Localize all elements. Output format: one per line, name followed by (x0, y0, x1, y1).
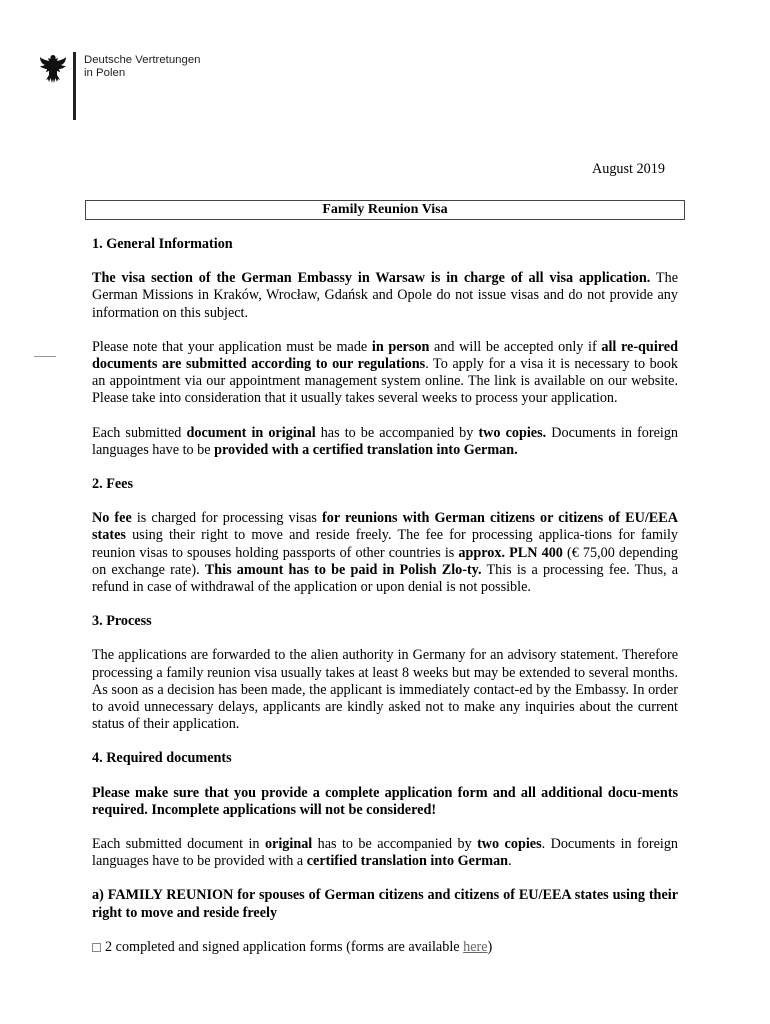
section-heading-fees: 2. Fees (92, 476, 133, 493)
section-heading-process: 3. Process (92, 613, 152, 630)
document-title: Family Reunion Visa (85, 200, 685, 220)
federal-eagle-icon (39, 53, 67, 85)
paragraph-fees: No fee is charged for processing visas for reunions with German citizens or citizens of EU/EEA states using their right to move and reside freely. The fee for processing applica-tions for family reunion visas to spouses holding passports of other countries is approx. PLN 400 (€ 75,00 depending on exchange rate). This amount has to be paid in Polish Zlo-ty. This is a processing fee. Thus, a refund in case of withdrawal of the application or upon denial is not possible. (92, 510, 678, 596)
section-heading-required: 4. Required documents (92, 750, 232, 767)
forms-here-link[interactable]: here (463, 938, 488, 955)
paragraph-required-1: Please make sure that you provide a complete application form and all additional docu-ments required. Incomplete applications will not be considered! (92, 784, 678, 818)
list-item-application-forms: 2 completed and signed application forms (forms are available here) (92, 939, 678, 956)
fold-mark (34, 356, 56, 357)
paragraph-process: The applications are forwarded to the alien authority in Germany for an advisory statement. Therefore processing a family reunion visa usually takes at least 8 weeks but may be extended to several months. As soon as a decision has been made, the applicant is immediately contact-ed by the Embassy. In order to avoid unnecessary delays, applicants are kindly asked not to make any inquiries about the current status of their application. (92, 647, 678, 733)
logo-line-1: Deutsche Vertretungen (84, 54, 201, 66)
document-date: August 2019 (592, 161, 665, 177)
subheading-family-reunion-eu: a) FAMILY REUNION for spouses of German citizens and citizens of EU/EEA states using their right to move and reside freely (92, 887, 678, 921)
mission-logo-text (84, 54, 201, 80)
paragraph-general-1: The visa section of the German Embassy in Warsaw is in charge of all visa application. The German Missions in Kraków, Wrocław, Gdańsk and Opole do not issue visas and do not provide any information on this subject. (92, 270, 678, 321)
paragraph-required-2: Each submitted document in original has to be accompanied by two copies. Documents in foreign languages have to be provided with a certified translation into German. (92, 836, 679, 870)
paragraph-general-2: Please note that your application must be made in person and will be accepted only if all re-quired documents are submitted according to our regulations. To apply for a visa it is necessary to book an appointment via our appointment management system online. The link is available on our website. Please take into consideration that it usually takes several weeks to process your application. (92, 338, 678, 407)
logo-divider-bar (73, 52, 76, 120)
logo-line-2: in Polen (84, 67, 126, 79)
checkbox-icon (92, 943, 101, 952)
section-heading-general: 1. General Information (92, 236, 233, 252)
document-body (92, 236, 678, 973)
paragraph-general-3: Each submitted document in original has to be accompanied by two copies. Documents in foreign languages have to be provided with a certified translation into German. (92, 424, 679, 458)
